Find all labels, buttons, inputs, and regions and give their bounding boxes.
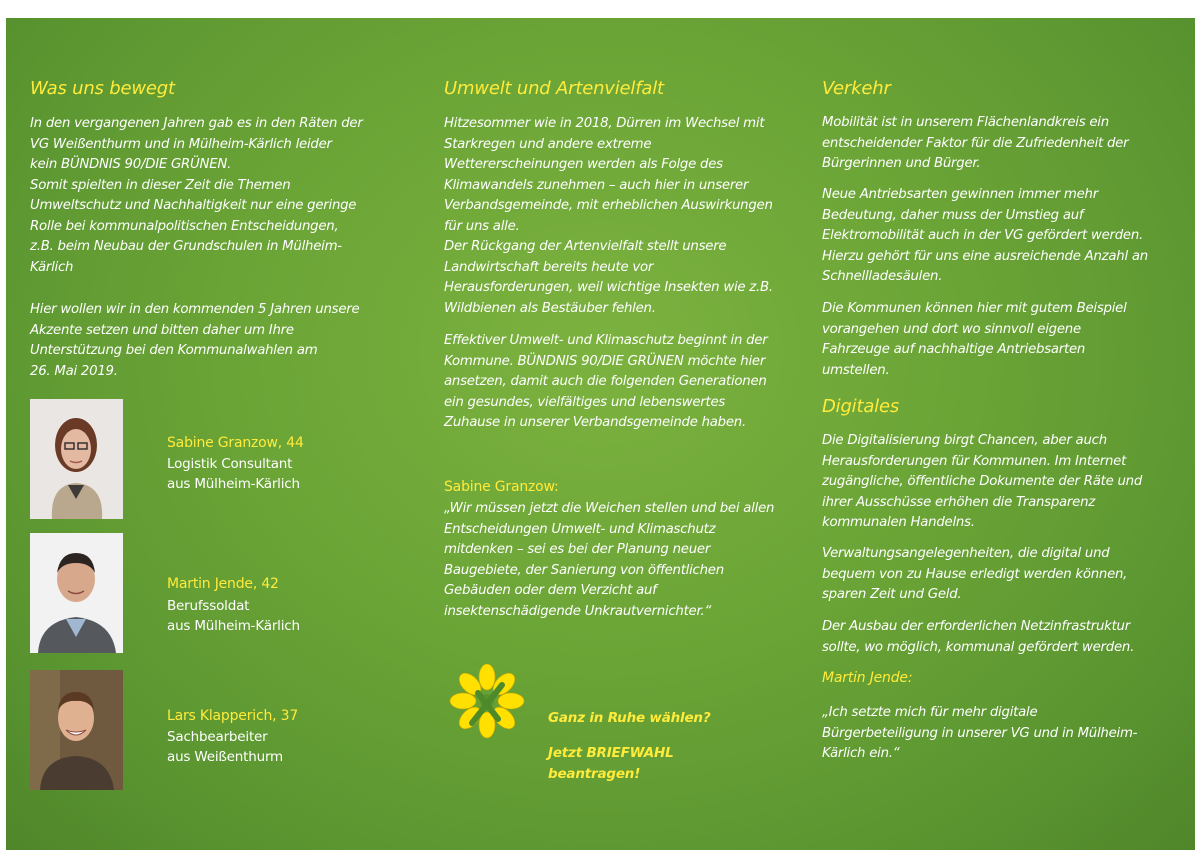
paragraph-akzente: Hier wollen wir in den kommenden 5 Jahren unsere Akzente setzen und bitten daher um Ihre Unterstützung bei den Kommunalwahlen am 26. Mai 2019. [30, 302, 360, 379]
candidate-photo-martin [30, 533, 123, 653]
paragraph-hitzesommer: Hitzesommer wie in 2018, Dürren im Wechsel mit Starkregen und andere extreme Wettererscheinungen werden als Folge des Klimawandels zunehmen – auch hier in unserer Verbandsgemeinde, mit erheblichen Auswirkungen für uns alle. Der Rückgang der Artenvielfalt stellt unsere Landwirtschaft bereits heute vor Herausforderungen, weil wichtige Insekten wie z.B. Wildbienen als Bestäuber fehlen. [444, 116, 773, 316]
candidate-job-lars: Sachbearbeiter [167, 729, 268, 745]
heading-was-uns-bewegt: Was uns bewegt [30, 78, 175, 99]
paragraph-verwaltung: Verwaltungsangelegenheiten, die digital und bequem von zu Hause erledigt werden können, sparen Zeit und Geld. [822, 546, 1128, 602]
paragraph-netzinfrastruktur: Der Ausbau der erforderlichen Netzinfrastruktur sollte, wo möglich, kommunal gefördert werden. [822, 619, 1135, 655]
paragraph-klimaschutz: Effektiver Umwelt- und Klimaschutz beginnt in der Kommune. BÜNDNIS 90/DIE GRÜNEN möchte hier ansetzen, damit auch die folgenden Generationen ein gesundes, vielfältiges und lebenswertes Zuhause in unserer Verbandsgemeinde haben. [444, 333, 768, 430]
paragraph-intro: In den vergangenen Jahren gab es in den Räten der VG Weißenthurm und in Mülheim-Kärlich leider kein BÜNDNIS 90/DIE GRÜNEN. Somit spielten in dieser Zeit die Themen Umweltschutz und Nachhaltigkeit nur eine geringe Rolle bei kommunalpolitischen Entscheidungen, z.B. beim Neubau der Grundschulen in Mülheim- Kärlich [30, 116, 363, 275]
quote-martin: „Ich setzte mich für mehr digitale Bürgerbeteiligung in unserer VG und in Mülheim- Kärlich ein.“ [822, 705, 1138, 761]
candidate-name-sabine: Sabine Granzow, 44 [167, 435, 304, 451]
candidate-place-sabine: aus Mülheim-Kärlich [167, 476, 300, 492]
quote-author-sabine: Sabine Granzow: [444, 479, 559, 495]
cta-ganz-in-ruhe: Ganz in Ruhe wählen? [548, 710, 711, 726]
cta-briefwahl: Jetzt BRIEFWAHL beantragen! [548, 745, 674, 782]
candidate-job-martin: Berufssoldat [167, 598, 250, 614]
paragraph-antriebsarten: Neue Antriebsarten gewinnen immer mehr Bedeutung, daher muss der Umstieg auf Elektromobilität auch in der VG gefördert werden. Hierzu gehört für uns eine ausreichende Anzahl an Schnellladesäulen. [822, 187, 1148, 284]
candidate-name-martin: Martin Jende, 42 [167, 576, 279, 592]
flyer-page [6, 18, 1195, 850]
candidate-place-martin: aus Mülheim-Kärlich [167, 618, 300, 634]
heading-verkehr: Verkehr [822, 78, 891, 99]
paragraph-kommunen: Die Kommunen können hier mit gutem Beispiel vorangehen und dort wo sinnvoll eigene Fahrzeuge auf nachhaltige Antriebsarten umstellen. [822, 301, 1127, 378]
candidate-photo-sabine [30, 399, 123, 519]
candidate-photo-lars [30, 670, 123, 790]
heading-digitales: Digitales [822, 396, 900, 417]
quote-sabine: „Wir müssen jetzt die Weichen stellen und bei allen Entscheidungen Umwelt- und Klimaschutz mitdenken – sei es bei der Planung neuer Baugebiete, der Sanierung von öffentlichen Gebäuden oder dem Verzicht auf insektenschädigende Unkrautvernichter.“ [444, 501, 775, 619]
candidate-name-lars: Lars Klapperich, 37 [167, 708, 299, 724]
quote-author-martin: Martin Jende: [822, 670, 913, 686]
candidate-job-sabine: Logistik Consultant [167, 456, 293, 472]
heading-umwelt-artenvielfalt: Umwelt und Artenvielfalt [444, 78, 664, 99]
sunflower-logo-icon [448, 663, 526, 743]
paragraph-mobilitaet: Mobilität ist in unserem Flächenlandkreis ein entscheidender Faktor für die Zufriedenheit der Bürgerinnen und Bürger. [822, 115, 1129, 171]
paragraph-digitalisierung: Die Digitalisierung birgt Chancen, aber auch Herausforderungen für Kommunen. Im Internet zugängliche, öffentliche Dokumente der Räte und ihrer Ausschüsse erhöhen die Transparenz kommunalen Handelns. [822, 433, 1143, 530]
candidate-place-lars: aus Weißenthurm [167, 749, 284, 765]
